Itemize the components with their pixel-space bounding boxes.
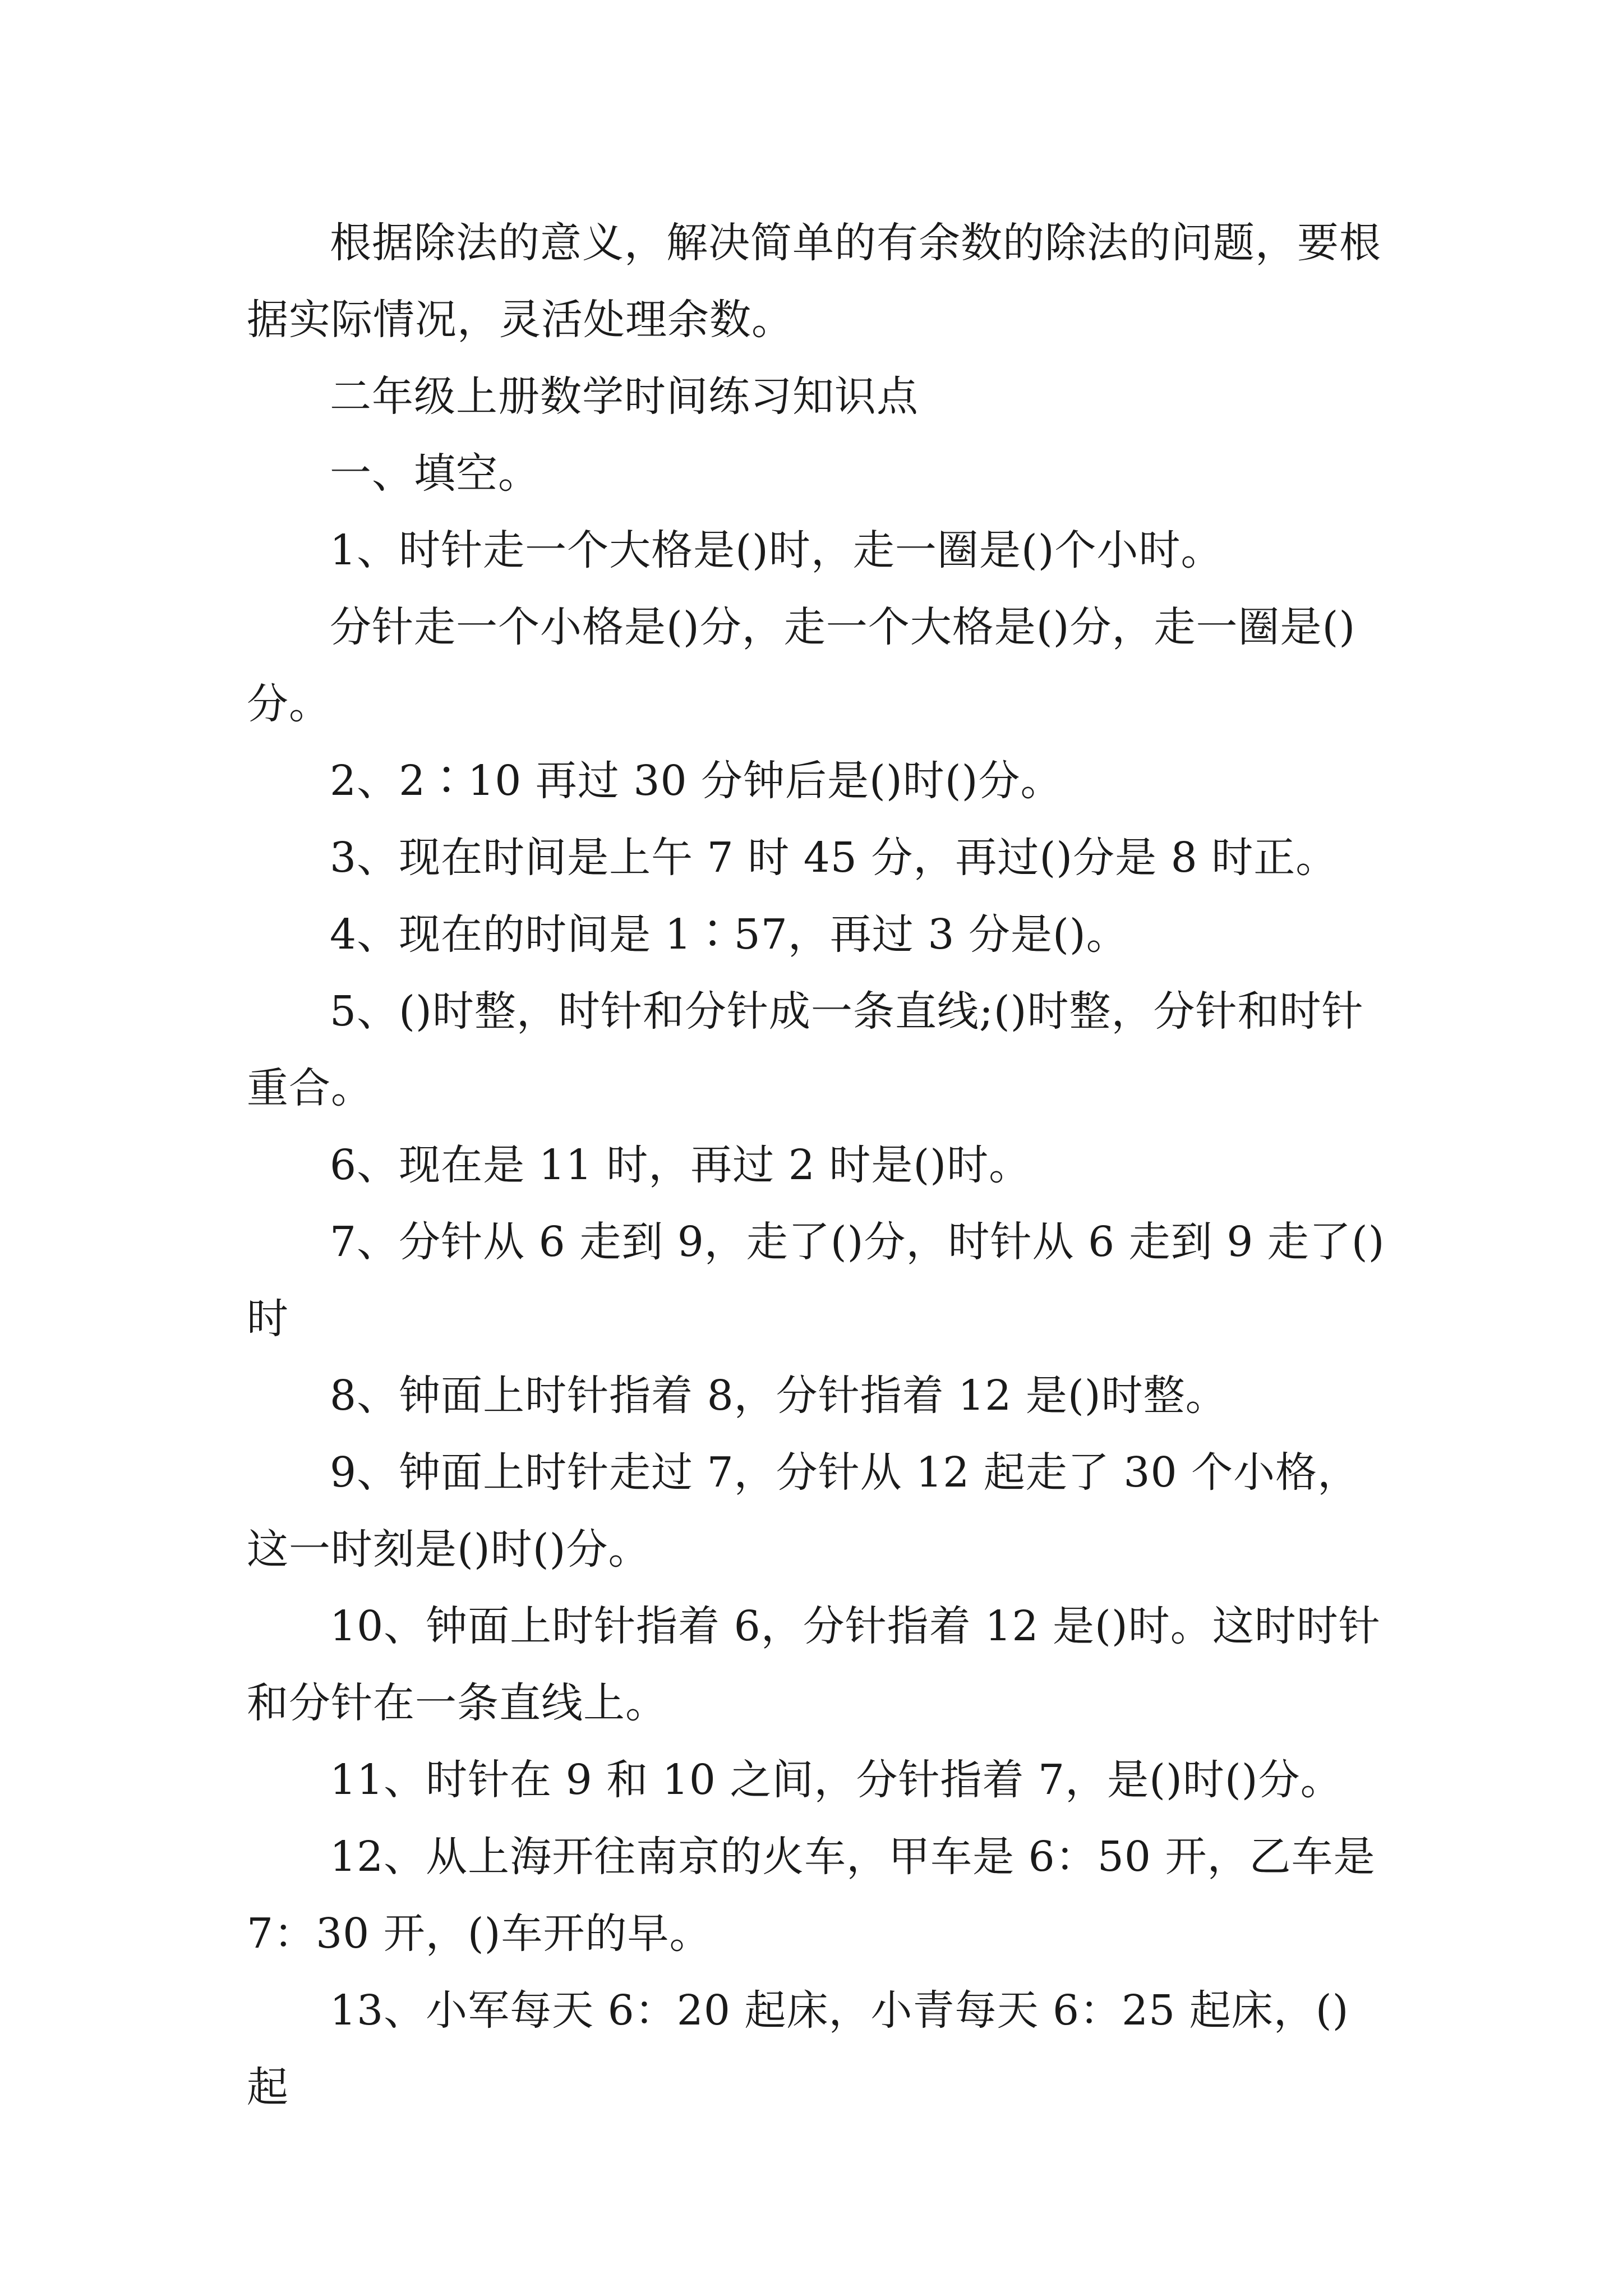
question-2: 2、2∶10 再过 30 分钟后是()时()分。 [330,757,1063,805]
subsection-heading: 一、填空。 [330,449,540,498]
section-title: 二年级上册数学时间练习知识点 [330,372,919,421]
paragraph-division-remainder: 根据除法的意义，解决简单的有余数的除法的问题，要根据实际情况，灵活处理余数。 [247,219,1381,344]
question-11: 11、时针在 9 和 10 之间，分针指着 7，是()时()分。 [330,1756,1343,1804]
question-5: 5、()时整，时针和分针成一条直线;()时整，分针和时针重合。 [247,987,1364,1112]
document-page [247,205,1391,2126]
question-3: 3、现在时间是上午 7 时 45 分，再过()分是 8 时正。 [330,834,1338,882]
question-1: 1、时针走一个大格是()时，走一圈是()个小时。 [330,526,1223,574]
question-10: 10、钟面上时针指着 6，分针指着 12 是()时。这时时针和分针在一条直线上。 [247,1602,1381,1727]
question-4: 4、现在的时间是 1∶57，再过 3 分是()。 [330,910,1128,959]
question-1-continued: 分针走一个小格是()分，走一个大格是()分，走一圈是()分。 [247,603,1356,728]
question-8: 8、钟面上时针指着 8，分针指着 12 是()时整。 [330,1372,1228,1420]
question-6: 6、现在是 11 时，再过 2 时是()时。 [330,1141,1031,1189]
question-7: 7、分针从 6 走到 9，走了()分，时针从 6 走到 9 走了()时 [247,1218,1385,1343]
question-9: 9、钟面上时针走过 7，分针从 12 起走了 30 个小格，这一时刻是()时()分。 [247,1448,1360,1573]
question-12: 12、从上海开往南京的火车，甲车是 6：50 开，乙车是 7：30 开，()车开的早。 [247,1833,1376,1958]
question-13: 13、小军每天 6：20 起床，小青每天 6：25 起床，()起 [247,1986,1349,2111]
